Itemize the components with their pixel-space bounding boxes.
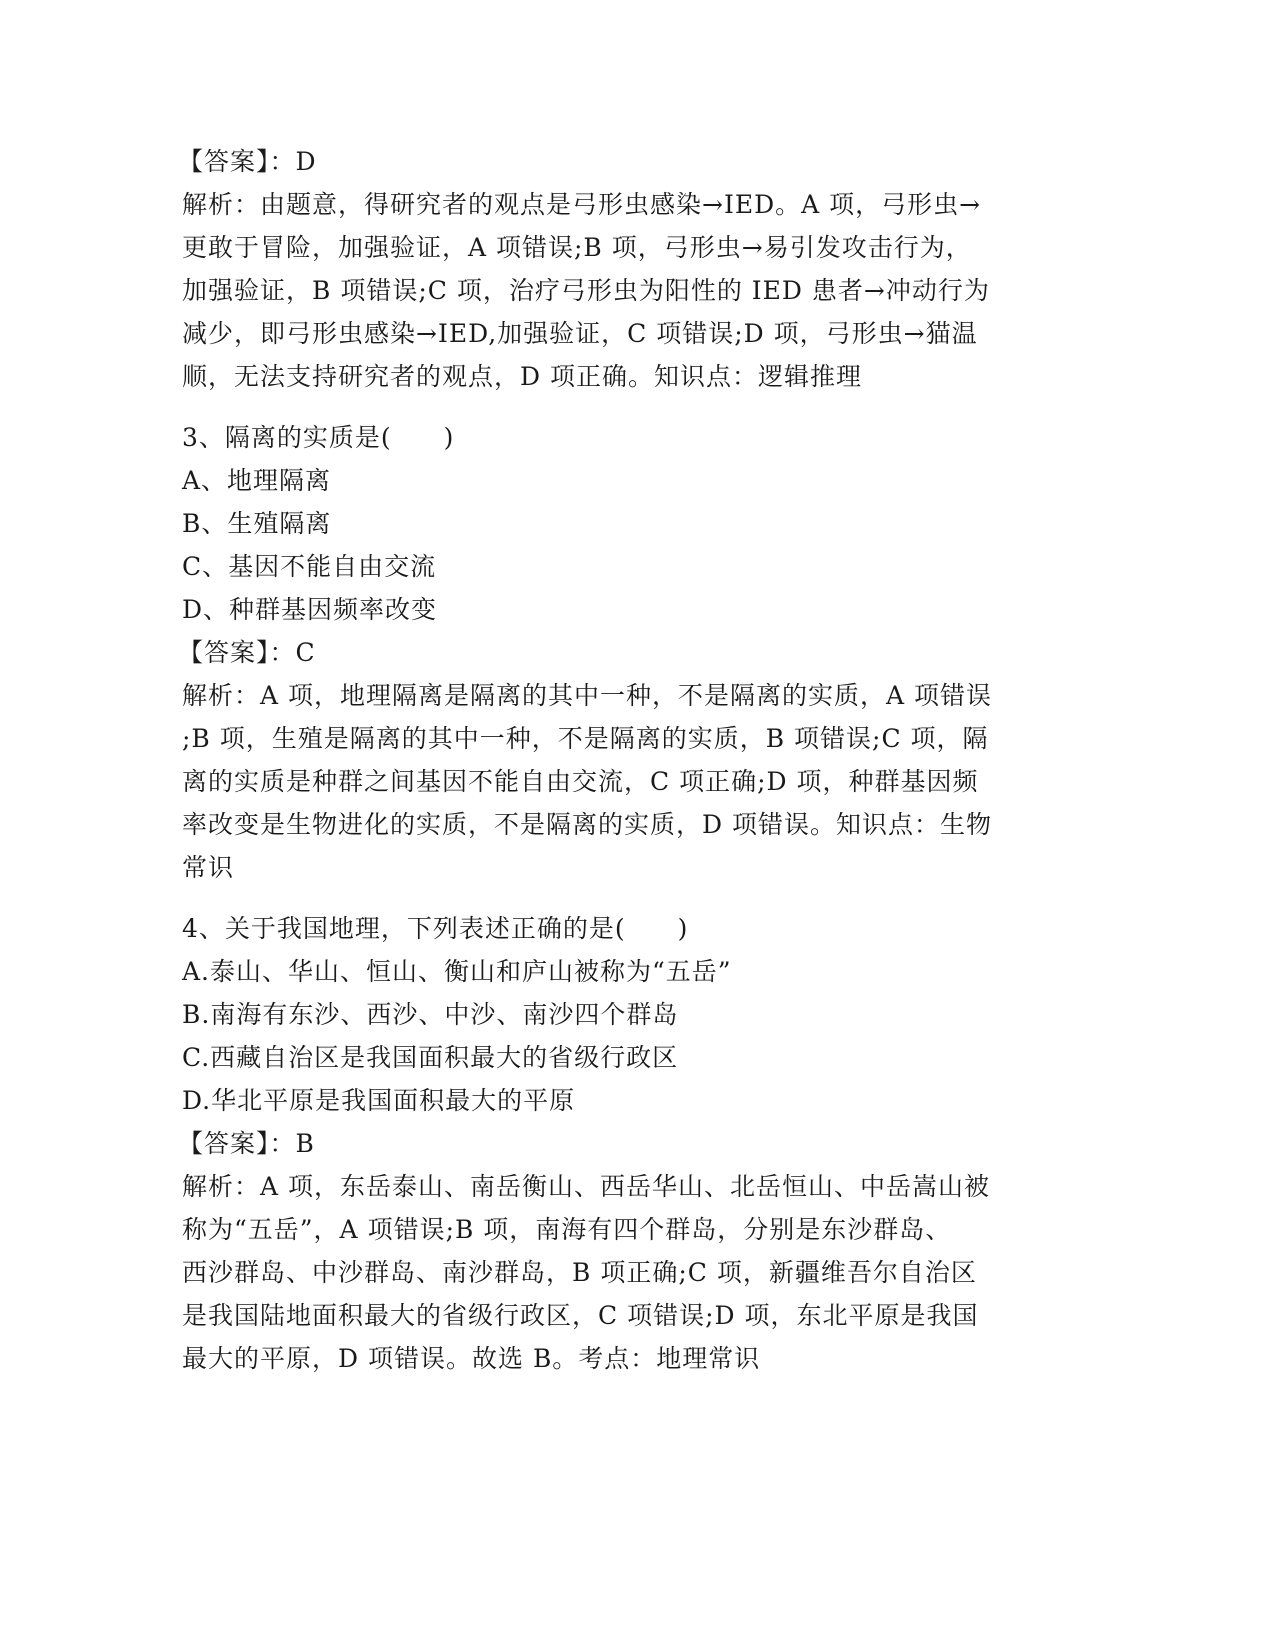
question-stem: 3、隔离的实质是( ) bbox=[182, 423, 455, 452]
block-spacer bbox=[182, 889, 1082, 907]
explanation-line: 解析：由题意，得研究者的观点是弓形虫感染→IED。A 项，弓形虫→ bbox=[182, 190, 982, 219]
question-option: C.西藏自治区是我国面积最大的省级行政区 bbox=[182, 1043, 679, 1072]
explanation-line: 是我国陆地面积最大的省级行政区，C 项错误;D 项，东北平原是我国 bbox=[182, 1301, 979, 1330]
answer-label: 【答案】：C bbox=[178, 638, 316, 667]
explanation bbox=[182, 183, 1082, 398]
question-option: D.华北平原是我国面积最大的平原 bbox=[182, 1086, 576, 1115]
explanation-line: 常识 bbox=[182, 853, 235, 882]
question-option: B.南海有东沙、西沙、中沙、南沙四个群岛 bbox=[182, 1000, 679, 1029]
explanation-line: 更敢于冒险，加强验证，A 项错误;B 项，弓形虫→易引发攻击行为， bbox=[182, 233, 972, 262]
answer-label: 【答案】：B bbox=[178, 1129, 315, 1158]
explanation-line: 解析：A 项，地理隔离是隔离的其中一种，不是隔离的实质，A 项错误 bbox=[182, 681, 993, 710]
explanation-line: 顺，无法支持研究者的观点，D 项正确。知识点：逻辑推理 bbox=[182, 362, 862, 391]
question-stem: 4、关于我国地理，下列表述正确的是( ) bbox=[182, 914, 689, 943]
explanation-line: 率改变是生物进化的实质，不是隔离的实质，D 项错误。知识点：生物 bbox=[182, 810, 992, 839]
explanation-line: 称为“五岳”，A 项错误;B 项，南海有四个群岛，分别是东沙群岛、 bbox=[182, 1215, 952, 1244]
question-option: D、种群基因频率改变 bbox=[182, 595, 438, 624]
question-option: C、基因不能自由交流 bbox=[182, 552, 437, 581]
explanation-line: ;B 项，生殖是隔离的其中一种，不是隔离的实质，B 项错误;C 项，隔 bbox=[182, 724, 989, 753]
question-option: A、地理隔离 bbox=[182, 466, 332, 495]
explanation-line: 最大的平原，D 项错误。故选 B。考点：地理常识 bbox=[182, 1344, 761, 1373]
block-spacer bbox=[182, 398, 1082, 416]
explanation-line: 减少，即弓形虫感染→IED,加强验证，C 项错误;D 项，弓形虫→猫温 bbox=[182, 319, 978, 348]
question-option: A.泰山、华山、恒山、衡山和庐山被称为“五岳” bbox=[182, 957, 732, 986]
explanation bbox=[182, 1165, 1082, 1380]
explanation-line: 离的实质是种群之间基因不能自由交流，C 项正确;D 项，种群基因频 bbox=[182, 767, 979, 796]
question-option: B、生殖隔离 bbox=[182, 509, 332, 538]
explanation-line: 西沙群岛、中沙群岛、南沙群岛，B 项正确;C 项，新疆维吾尔自治区 bbox=[182, 1258, 977, 1287]
document-content bbox=[178, 140, 1082, 1380]
explanation bbox=[182, 674, 1082, 889]
explanation-line: 加强验证，B 项错误;C 项，治疗弓形虫为阳性的 IED 患者→冲动行为 bbox=[182, 276, 990, 305]
answer-label: 【答案】：D bbox=[178, 147, 317, 176]
explanation-line: 解析：A 项，东岳泰山、南岳衡山、西岳华山、北岳恒山、中岳嵩山被 bbox=[182, 1172, 991, 1201]
